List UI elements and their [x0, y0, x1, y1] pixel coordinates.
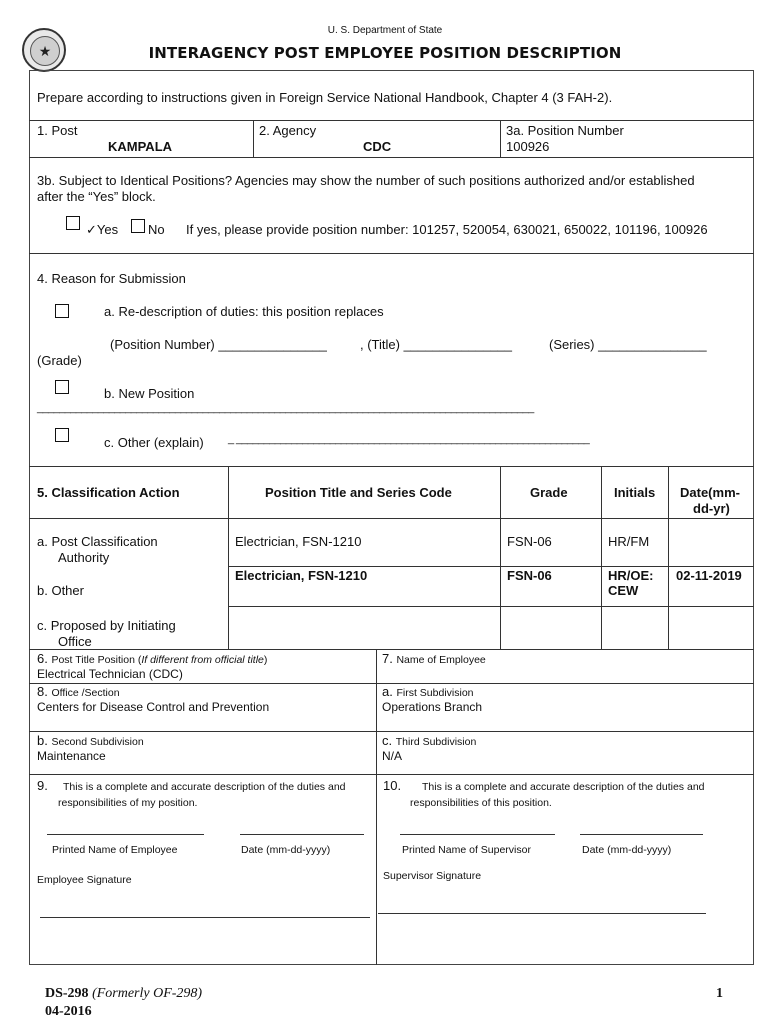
yes-checkbox[interactable] [66, 216, 80, 230]
position-number-field[interactable]: (Position Number) _______________ [110, 337, 327, 352]
fc-value[interactable]: N/A [382, 749, 403, 763]
post-value[interactable]: KAMPALA [108, 139, 173, 154]
new-position-label: b. New Position [104, 386, 195, 401]
form-title: INTERAGENCY POST EMPLOYEE POSITION DESCRIPTION [148, 44, 622, 62]
form-number: DS-298 [45, 986, 89, 1001]
f9-number: 9. [37, 778, 48, 793]
position-number-value[interactable]: 100926 [506, 139, 550, 154]
classification-header-date: Date(mm- [680, 485, 740, 500]
no-label: No [148, 222, 165, 237]
f7-number: 7. [382, 651, 393, 666]
f10-text: This is a complete and accurate description of the duties and [422, 781, 705, 793]
redescription-label: a. Re-description of duties: this position replaces [104, 304, 384, 319]
row-b-action: b. Other [37, 583, 84, 598]
employee-signature-label: Employee Signature [37, 874, 132, 886]
supervisor-signature-line[interactable] [378, 913, 706, 914]
no-checkbox[interactable] [131, 219, 145, 233]
new-position-line[interactable]: __________________________________________________________________________________________ [37, 402, 534, 414]
fc-number: c. [382, 733, 393, 748]
fc-label: Third Subdivision [395, 736, 477, 748]
row-c-action-line2: Office [58, 634, 92, 649]
yes-label: ✓Yes [86, 222, 119, 237]
fb-value[interactable]: Maintenance [37, 749, 106, 763]
classification-header-grade: Grade [530, 485, 568, 500]
f8-value[interactable]: Centers for Disease Control and Prevention [37, 700, 270, 714]
row-b-date[interactable]: 02-11-2019 [676, 568, 742, 583]
f10-number: 10. [383, 778, 402, 793]
grade-field[interactable]: (Grade) [37, 353, 82, 368]
row-b-initials-line2[interactable]: CEW [608, 583, 639, 598]
f10-text-line2: responsibilities of this position. [410, 797, 552, 809]
row-a-title[interactable]: Electrician, FSN-1210 [235, 534, 362, 549]
row-a-action: a. Post Classification [37, 534, 158, 549]
fb-number: b. [37, 733, 48, 748]
f6-label-close: ) [263, 654, 268, 666]
date-supervisor-label: Date (mm-dd-yyyy) [582, 844, 672, 856]
position-number-label: 3a. Position Number [506, 123, 624, 138]
department-seal-icon: ★ [22, 28, 66, 72]
f6-label: Post Title Position ( [51, 654, 142, 666]
redescription-checkbox[interactable] [55, 304, 69, 318]
series-field[interactable]: (Series) _______________ [549, 337, 707, 352]
f6-label-italic: If different from official title [141, 654, 264, 666]
classification-header-initials: Initials [614, 485, 656, 500]
other-checkbox[interactable] [55, 428, 69, 442]
classification-header-date-line2: dd-yr) [693, 501, 730, 516]
f9-text-line2: responsibilities of my position. [58, 797, 198, 809]
fb-label: Second Subdivision [51, 736, 144, 748]
f8-number: 8. [37, 684, 48, 699]
classification-header-action: 5. Classification Action [37, 485, 180, 500]
row-b-title[interactable]: Electrician, FSN-1210 [235, 568, 368, 583]
agency-label: 2. Agency [259, 123, 317, 138]
department-name: U. S. Department of State [327, 25, 443, 36]
supervisor-signature-label: Supervisor Signature [383, 870, 482, 882]
f9-text: This is a complete and accurate description of the duties and [63, 781, 346, 793]
post-label: 1. Post [37, 123, 78, 138]
identical-question-line2: after the “Yes” block. [37, 189, 156, 204]
fa-label: First Subdivision [396, 687, 474, 699]
row-b-initials[interactable]: HR/OE: [608, 568, 654, 583]
page-number: 1 [716, 986, 723, 1001]
f6-number: 6. [37, 651, 48, 666]
row-a-grade[interactable]: FSN-06 [507, 534, 552, 549]
printed-name-employee-label: Printed Name of Employee [52, 844, 178, 856]
printed-name-supervisor-label: Printed Name of Supervisor [402, 844, 531, 856]
classification-header-title: Position Title and Series Code [265, 485, 452, 500]
reason-label: 4. Reason for Submission [37, 271, 186, 286]
employee-signature-line[interactable] [40, 917, 370, 918]
row-c-action: c. Proposed by Initiating [37, 618, 176, 633]
fa-number: a. [382, 684, 393, 699]
new-position-checkbox[interactable] [55, 380, 69, 394]
f6-value[interactable]: Electrical Technician (CDC) [37, 667, 183, 681]
title-field[interactable]: , (Title) _______________ [360, 337, 513, 352]
row-b-grade[interactable]: FSN-06 [507, 568, 552, 583]
other-explain-line[interactable]: _ ________________________________________________________________ [228, 433, 590, 445]
identical-question: 3b. Subject to Identical Positions? Agencies may show the number of such positions authorized and/or established [37, 173, 695, 188]
identical-positions-text[interactable]: If yes, please provide position number: 101257, 520054, 630021, 650022, 101196, 100926 [186, 222, 708, 237]
agency-value[interactable]: CDC [363, 139, 392, 154]
form-edition: 04-2016 [45, 1004, 92, 1019]
date-employee-label: Date (mm-dd-yyyy) [241, 844, 331, 856]
other-label: c. Other (explain) [104, 435, 204, 450]
row-a-initials[interactable]: HR/FM [608, 534, 650, 549]
fa-value[interactable]: Operations Branch [382, 700, 483, 714]
instructions-text: Prepare according to instructions given in Foreign Service National Handbook, Chapter 4 (3 FAH-2). [37, 90, 613, 105]
f8-label: Office /Section [51, 687, 120, 699]
formerly-form-number: (Formerly OF-298) [92, 986, 203, 1001]
f7-label: Name of Employee [396, 654, 486, 666]
row-a-action-line2: Authority [58, 550, 110, 565]
